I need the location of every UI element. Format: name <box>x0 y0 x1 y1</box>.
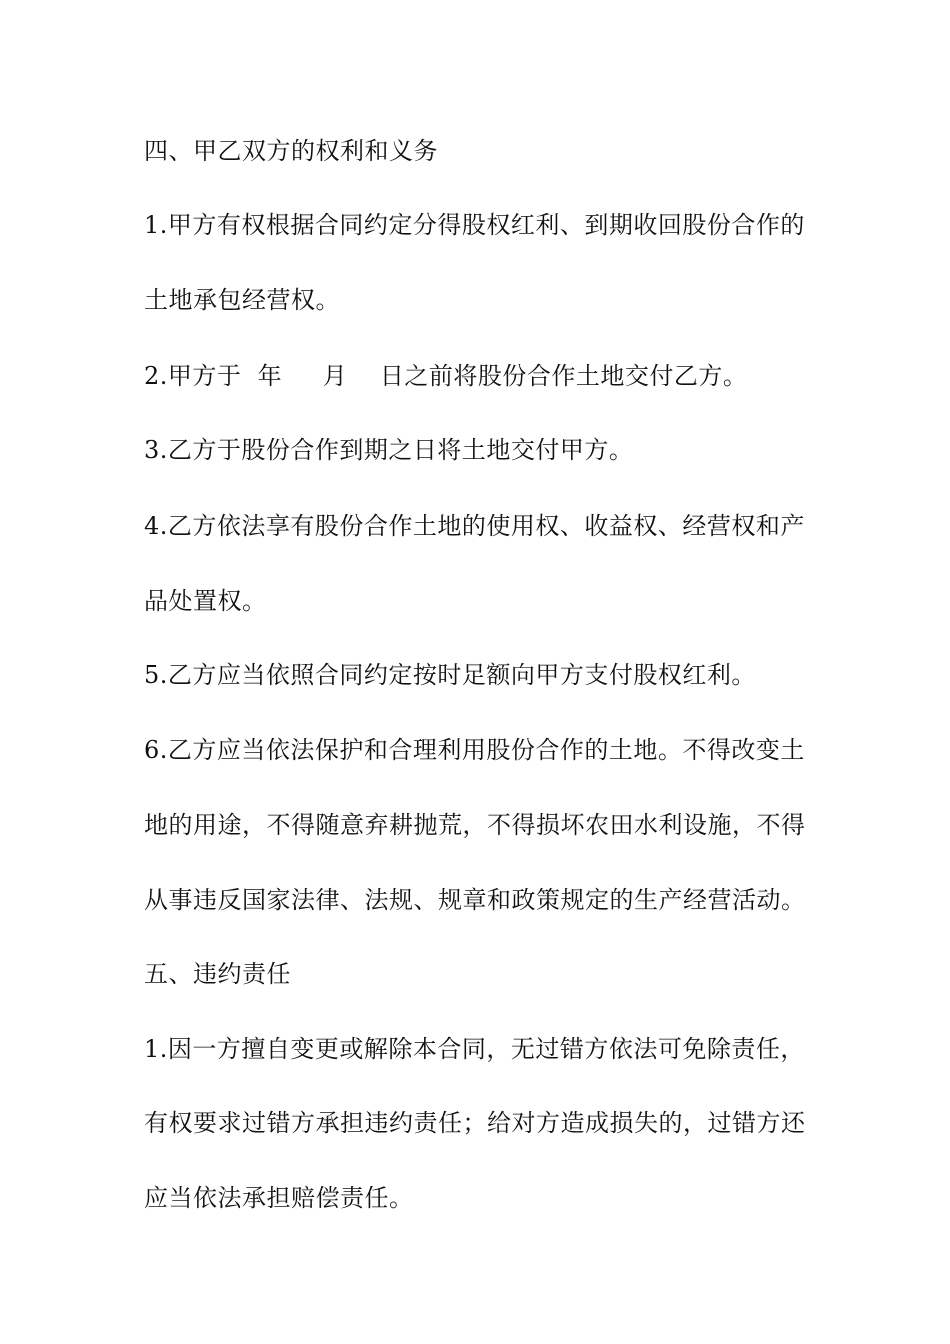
clause-4-1-line-1: 1.甲方有权根据合同约定分得股权红利、到期收回股份合作的 <box>144 211 805 239</box>
clause-4-4-line-2: 品处置权。 <box>144 587 267 615</box>
clause-4-4-line-1: 4.乙方依法享有股份合作土地的使用权、收益权、经营权和产 <box>144 512 805 540</box>
clause-4-2: 2.甲方于 年 月 日之前将股份合作土地交付乙方。 <box>144 362 748 390</box>
section-heading-rights-obligations: 四、甲乙双方的权利和义务 <box>144 137 438 165</box>
clause-4-1-line-2: 土地承包经营权。 <box>144 286 340 314</box>
clause-5-1-line-1: 1.因一方擅自变更或解除本合同，无过错方依法可免除责任， <box>144 1035 805 1063</box>
clause-4-6-line-1: 6.乙方应当依法保护和合理利用股份合作的土地。不得改变土 <box>144 736 805 764</box>
clause-4-3: 3.乙方于股份合作到期之日将土地交付甲方。 <box>144 436 634 464</box>
clause-4-5: 5.乙方应当依照合同约定按时足额向甲方支付股权红利。 <box>144 661 756 689</box>
clause-5-1-line-2: 有权要求过错方承担违约责任；给对方造成损失的，过错方还 <box>144 1109 806 1137</box>
clause-4-6-line-3: 从事违反国家法律、法规、规章和政策规定的生产经营活动。 <box>144 886 806 914</box>
clause-4-6-line-2: 地的用途，不得随意弃耕抛荒，不得损坏农田水利设施，不得 <box>144 811 806 839</box>
section-heading-liability: 五、违约责任 <box>144 960 291 988</box>
clause-5-1-line-3: 应当依法承担赔偿责任。 <box>144 1184 414 1212</box>
